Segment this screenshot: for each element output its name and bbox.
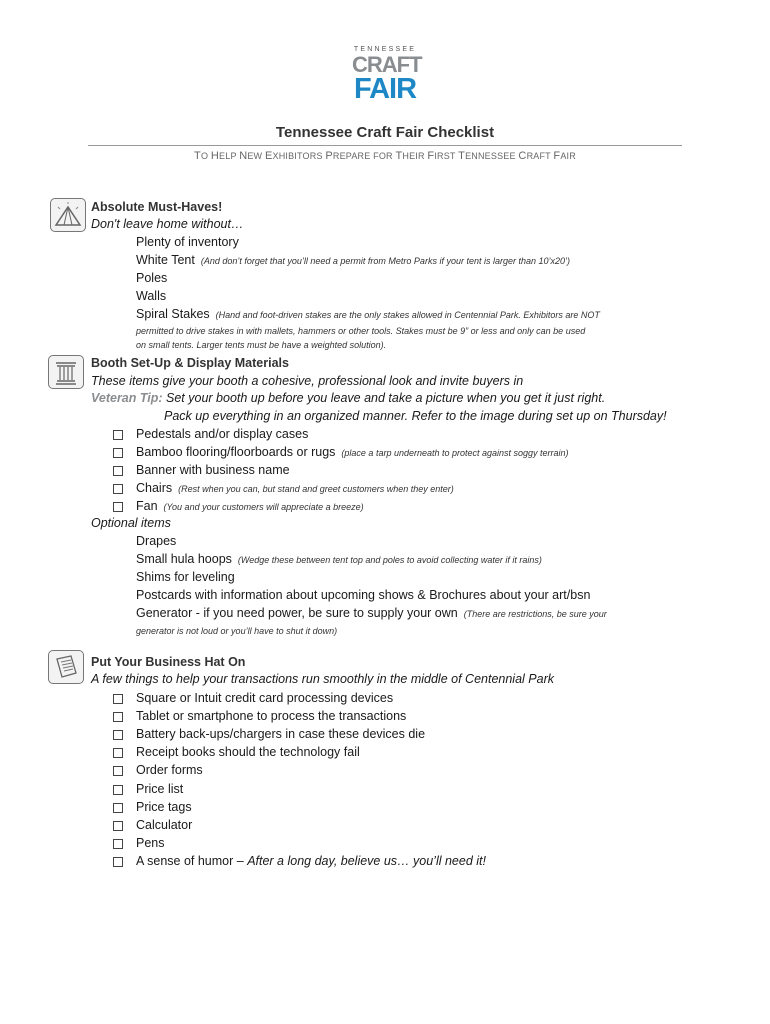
checklist-item: Order forms (136, 763, 203, 778)
subtitle-part: RAFT (526, 151, 554, 161)
item-note: (And don’t forget that you’ll need a permit from Metro Parks if your tent is larger than 10’x20’) (200, 256, 571, 266)
item-label: Shims for leveling (136, 570, 235, 584)
item-label: Bamboo flooring/floorboards or rugs (136, 445, 336, 459)
checklist-item: Tablet or smartphone to process the transactions (136, 709, 407, 724)
subtitle-part: O (200, 151, 211, 161)
title-divider (88, 145, 682, 146)
checkbox[interactable] (113, 803, 123, 813)
tennessee-craft-fair-logo (352, 46, 422, 105)
last-item-label: A sense of humor – (136, 854, 248, 868)
checklist-item (136, 444, 569, 461)
receipt-icon (48, 650, 84, 684)
pillar-icon (48, 355, 84, 389)
item-label: Spiral Stakes (136, 307, 210, 321)
item-label: Poles (136, 271, 168, 285)
section3-heading: Put Your Business Hat On (91, 655, 246, 669)
item-note: (Rest when you can, but stand and greet customers when they enter) (178, 484, 454, 494)
subtitle-part: N (239, 150, 248, 162)
item-note: (Hand and foot-driven stakes are the only stakes allowed in Centennial Park. Exhibitors are NOT (215, 310, 600, 320)
item-label: Generator - if you need power, be sure to supply your own (136, 606, 458, 620)
checklist-item: Receipt books should the technology fail (136, 745, 360, 760)
item-note: (place a tarp underneath to protect against soggy terrain) (341, 448, 569, 458)
checklist-item (136, 288, 172, 305)
section1-intro: Don't leave home without… (91, 217, 244, 231)
checklist-item (136, 462, 296, 479)
spiral-stakes-note-cont-2: on small tents. Larger tents must be have a weighted solution). (136, 340, 387, 350)
checklist-item (136, 234, 245, 251)
item-label: Walls (136, 289, 167, 303)
subtitle-part: HEIR (402, 151, 428, 161)
logo-line-craft: CRAFT (352, 52, 422, 77)
subtitle-part: P (325, 150, 333, 162)
generator-note-cont: generator is not loud or you’ll have to shut it down) (136, 626, 338, 636)
checklist-item (136, 498, 364, 515)
checkbox[interactable] (113, 785, 123, 795)
checklist-item (136, 306, 600, 323)
subtitle-part: E (264, 150, 273, 162)
subtitle-part: EW (247, 151, 265, 161)
item-label: White Tent (136, 253, 195, 267)
item-note: (Wedge these between tent top and poles to avoid collecting water if it rains) (237, 555, 542, 565)
document-subtitle (0, 150, 770, 162)
last-item-italic: After a long day, believe us… you’ll need it! (247, 854, 486, 868)
optional-items-heading: Optional items (91, 516, 171, 530)
checklist-item: Battery back-ups/chargers in case these devices die (136, 727, 426, 742)
checklist-item (136, 569, 241, 586)
checklist-item (136, 551, 542, 568)
veteran-tip-label: Veteran Tip: (91, 391, 163, 405)
checkbox[interactable] (113, 466, 123, 476)
item-label: Drapes (136, 534, 177, 548)
checkbox[interactable] (113, 839, 123, 849)
subtitle-part: F (553, 150, 561, 162)
checklist-item: Price list (136, 781, 184, 796)
logo-line-tennessee: TENNESSEE (353, 46, 417, 53)
veteran-tip (91, 390, 605, 406)
veteran-tip-text: Set your booth up before you leave and take a picture when you get it just right. (162, 391, 606, 405)
subtitle-part: T (458, 150, 466, 162)
item-label: Chairs (136, 481, 173, 495)
checklist-item (136, 587, 596, 604)
item-label: Fan (136, 499, 158, 513)
document-title: Tennessee Craft Fair Checklist (275, 124, 495, 141)
checkbox[interactable] (113, 857, 123, 867)
subtitle-part: ELP (219, 151, 240, 161)
subtitle-part: REPARE FOR (332, 151, 396, 161)
checklist-item (136, 252, 570, 269)
section3-intro: A few things to help your transactions run smoothly in the middle of Centennial Park (91, 672, 554, 686)
subtitle-part: F (427, 150, 435, 162)
checklist-item: Price tags (136, 799, 192, 814)
subtitle-part: T (395, 150, 403, 162)
checkbox[interactable] (113, 502, 123, 512)
checklist-item: Pens (136, 835, 165, 850)
veteran-tip-text-2: Pack up everything in an organized manner. Refer to the image during set up on Thursday! (164, 409, 667, 423)
checkbox[interactable] (113, 712, 123, 722)
item-label: Postcards with information about upcoming shows & Brochures about your art/bsn (136, 588, 591, 602)
checkbox[interactable] (113, 430, 123, 440)
section1-heading: Absolute Must-Haves! (91, 200, 223, 214)
subtitle-part: ENNESSEE (465, 151, 519, 161)
checklist-item (136, 533, 182, 550)
item-label: Small hula hoops (136, 552, 232, 566)
section2-heading: Booth Set-Up & Display Materials (91, 356, 289, 370)
subtitle-part: XHIBITORS (272, 151, 326, 161)
checkbox[interactable] (113, 730, 123, 740)
tent-icon (50, 198, 86, 232)
item-label: Pedestals and/or display cases (136, 427, 309, 441)
subtitle-part: H (210, 150, 220, 162)
subtitle-part: AIR (560, 151, 576, 161)
checkbox[interactable] (113, 484, 123, 494)
subtitle-part: IRST (434, 151, 459, 161)
logo-line-fair: FAIR (353, 73, 417, 105)
checkbox[interactable] (113, 821, 123, 831)
section2-intro: These items give your booth a cohesive, professional look and invite buyers in (91, 374, 524, 388)
checkbox[interactable] (113, 766, 123, 776)
checkbox[interactable] (113, 748, 123, 758)
checkbox[interactable] (113, 694, 123, 704)
checklist-item (136, 426, 314, 443)
item-label: Banner with business name (136, 463, 290, 477)
checklist-item (136, 480, 454, 497)
checklist-item: Calculator (136, 817, 193, 832)
checklist-item (136, 270, 173, 287)
checklist-item-last (136, 853, 486, 869)
item-note: (There are restrictions, be sure your (463, 609, 607, 619)
subtitle-part: T (194, 150, 201, 162)
item-note: (You and your customers will appreciate a breeze) (163, 502, 364, 512)
checkbox[interactable] (113, 448, 123, 458)
item-label: Plenty of inventory (136, 235, 239, 249)
spiral-stakes-note-cont-1: permitted to drive stakes in with mallets, hammers or other tools. Stakes must be 9” or less and only can be used (136, 326, 586, 336)
subtitle-part: C (518, 150, 527, 162)
checklist-item (136, 605, 607, 622)
checklist-item: Square or Intuit credit card processing devices (136, 691, 394, 705)
